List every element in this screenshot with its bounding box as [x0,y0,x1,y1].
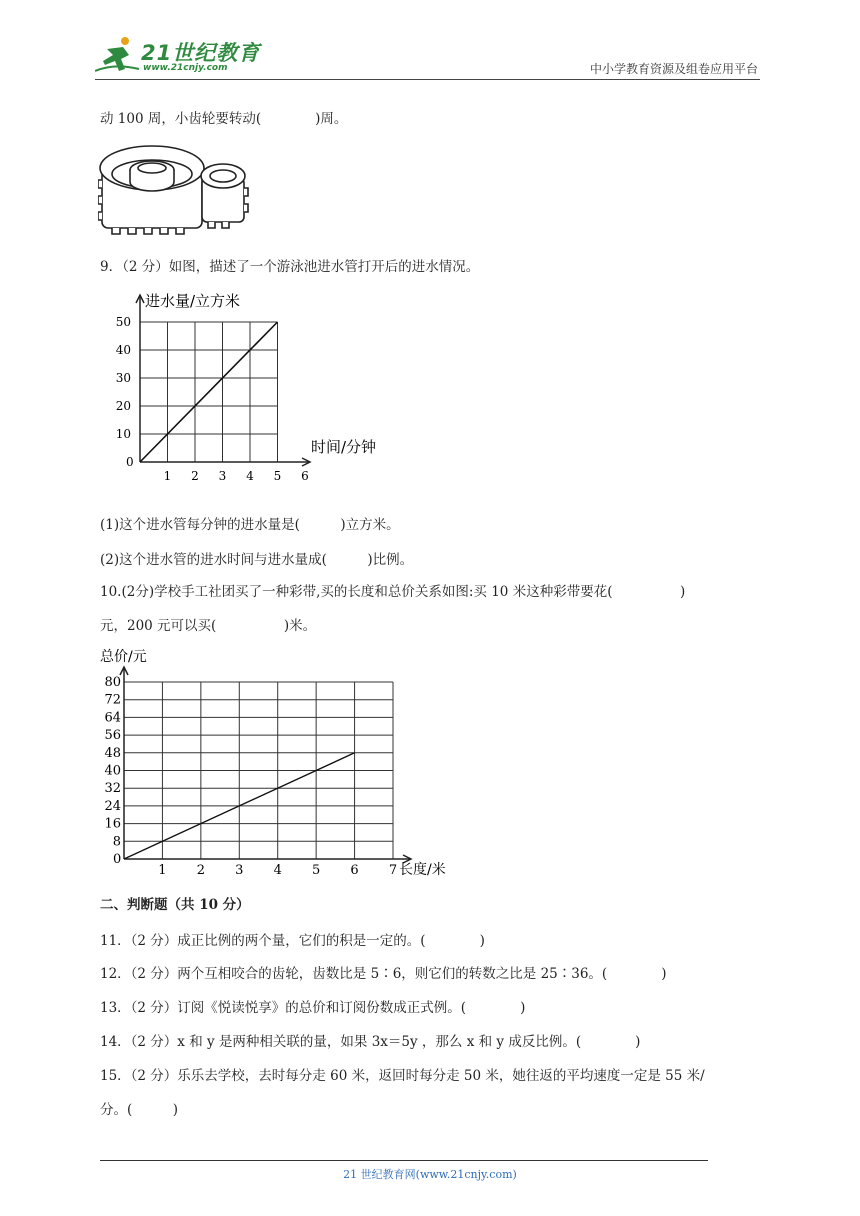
big-gear-icon [98,146,206,234]
y-tick-label: 80 [104,675,121,690]
y-tick-label: 56 [104,728,121,744]
y-tick-label: 20 [115,399,131,413]
small-gear-icon [201,164,248,228]
q8-text: 动 100 周，小齿轮要转动( )周。 [100,111,348,127]
x-tick-label: 7 [388,863,398,878]
section-title: 二、判断题（共 10 分） [100,897,250,913]
y-tick-label: 8 [112,834,121,850]
platform-name: 中小学教育资源及组卷应用平台 [589,62,758,76]
q10-stem: 10.(2分)学校手工社团买了一种彩带,买的长度和总价关系如图:买 10 米这种彩带要花( ) [100,584,686,600]
y-tick-label: 40 [115,343,131,357]
q9-stem: 9．（2 分）如图，描述了一个游泳池进水管打开后的进水情况。 [100,259,480,275]
footer-divider [100,1160,708,1161]
y-tick-label: 16 [104,816,121,832]
question-12: 12．（2 分）两个互相咬合的齿轮，齿数比是 5∶6，则它们的转数之比是 25∶36。( ) [100,966,667,982]
q10-stem-continued: 元，200 元可以买( )米。 [100,618,317,634]
y-tick-label: 40 [104,763,121,779]
question-13: 13．（2 分）订阅《悦读悦享》的总价和订阅份数成正式例。( ) [100,1000,526,1016]
y-tick-label: 50 [115,315,131,329]
chart2-origin-label: 0 [113,852,122,867]
x-tick-label: 5 [312,863,321,878]
chart1-origin-label: 0 [126,455,134,469]
x-tick-label: 2 [196,863,205,878]
x-tick-label: 6 [301,469,309,483]
chart-water-inflow [115,285,390,490]
y-tick-label: 10 [115,427,131,441]
y-tick-label: 24 [104,798,121,814]
y-tick-label: 48 [104,745,121,761]
page-header [95,35,760,80]
x-tick-label: 3 [235,863,244,878]
chart-ribbon-price [98,645,458,880]
y-tick-label: 32 [104,781,121,797]
runner-icon [95,35,141,77]
y-tick-label: 64 [104,710,121,726]
q9-sub1: (1)这个进水管每分钟的进水量是( )立方米。 [100,517,400,533]
x-tick-label: 1 [158,863,167,878]
chart1-x-axis-label: 时间/分钟 [311,438,377,456]
x-tick-label: 4 [273,863,282,878]
x-tick-label: 4 [246,469,254,483]
data-series-line [140,322,278,462]
chart1-y-axis-label: 进水量/立方米 [145,292,241,310]
gear-illustration [98,140,250,236]
q9-sub2: (2)这个进水管的进水时间与进水量成( )比例。 [100,552,414,568]
chart2-y-axis-label: 总价/元 [100,649,147,665]
question-15-continued: 分。( ) [100,1102,179,1118]
question-14: 14．（2 分）x 和 y 是两种相关联的量，如果 3x＝5y ，那么 x 和 y 成反比例。( ) [100,1034,641,1050]
y-tick-label: 30 [115,371,131,385]
question-11: 11．（2 分）成正比例的两个量，它们的积是一定的。( ) [100,933,485,949]
x-tick-label: 2 [191,469,199,483]
x-tick-label: 5 [273,469,282,483]
y-tick-label: 72 [104,692,121,708]
footer-text: 21 世纪教育网(www.21cnjy.com) [343,1168,517,1181]
chart2-x-axis-label: 长度/米 [399,862,446,878]
x-tick-label: 6 [350,863,359,878]
question-15: 15．（2 分）乐乐去学校，去时每分走 60 米，返回时每分走 50 米，她往返的平均速度一定是 55 米/ [100,1068,705,1084]
x-tick-label: 3 [218,469,227,483]
site-logo [95,35,265,77]
logo-main-text: 21世纪教育 [141,41,261,65]
x-tick-label: 1 [163,469,172,483]
logo-sub-text: www.21cnjy.com [143,63,228,73]
